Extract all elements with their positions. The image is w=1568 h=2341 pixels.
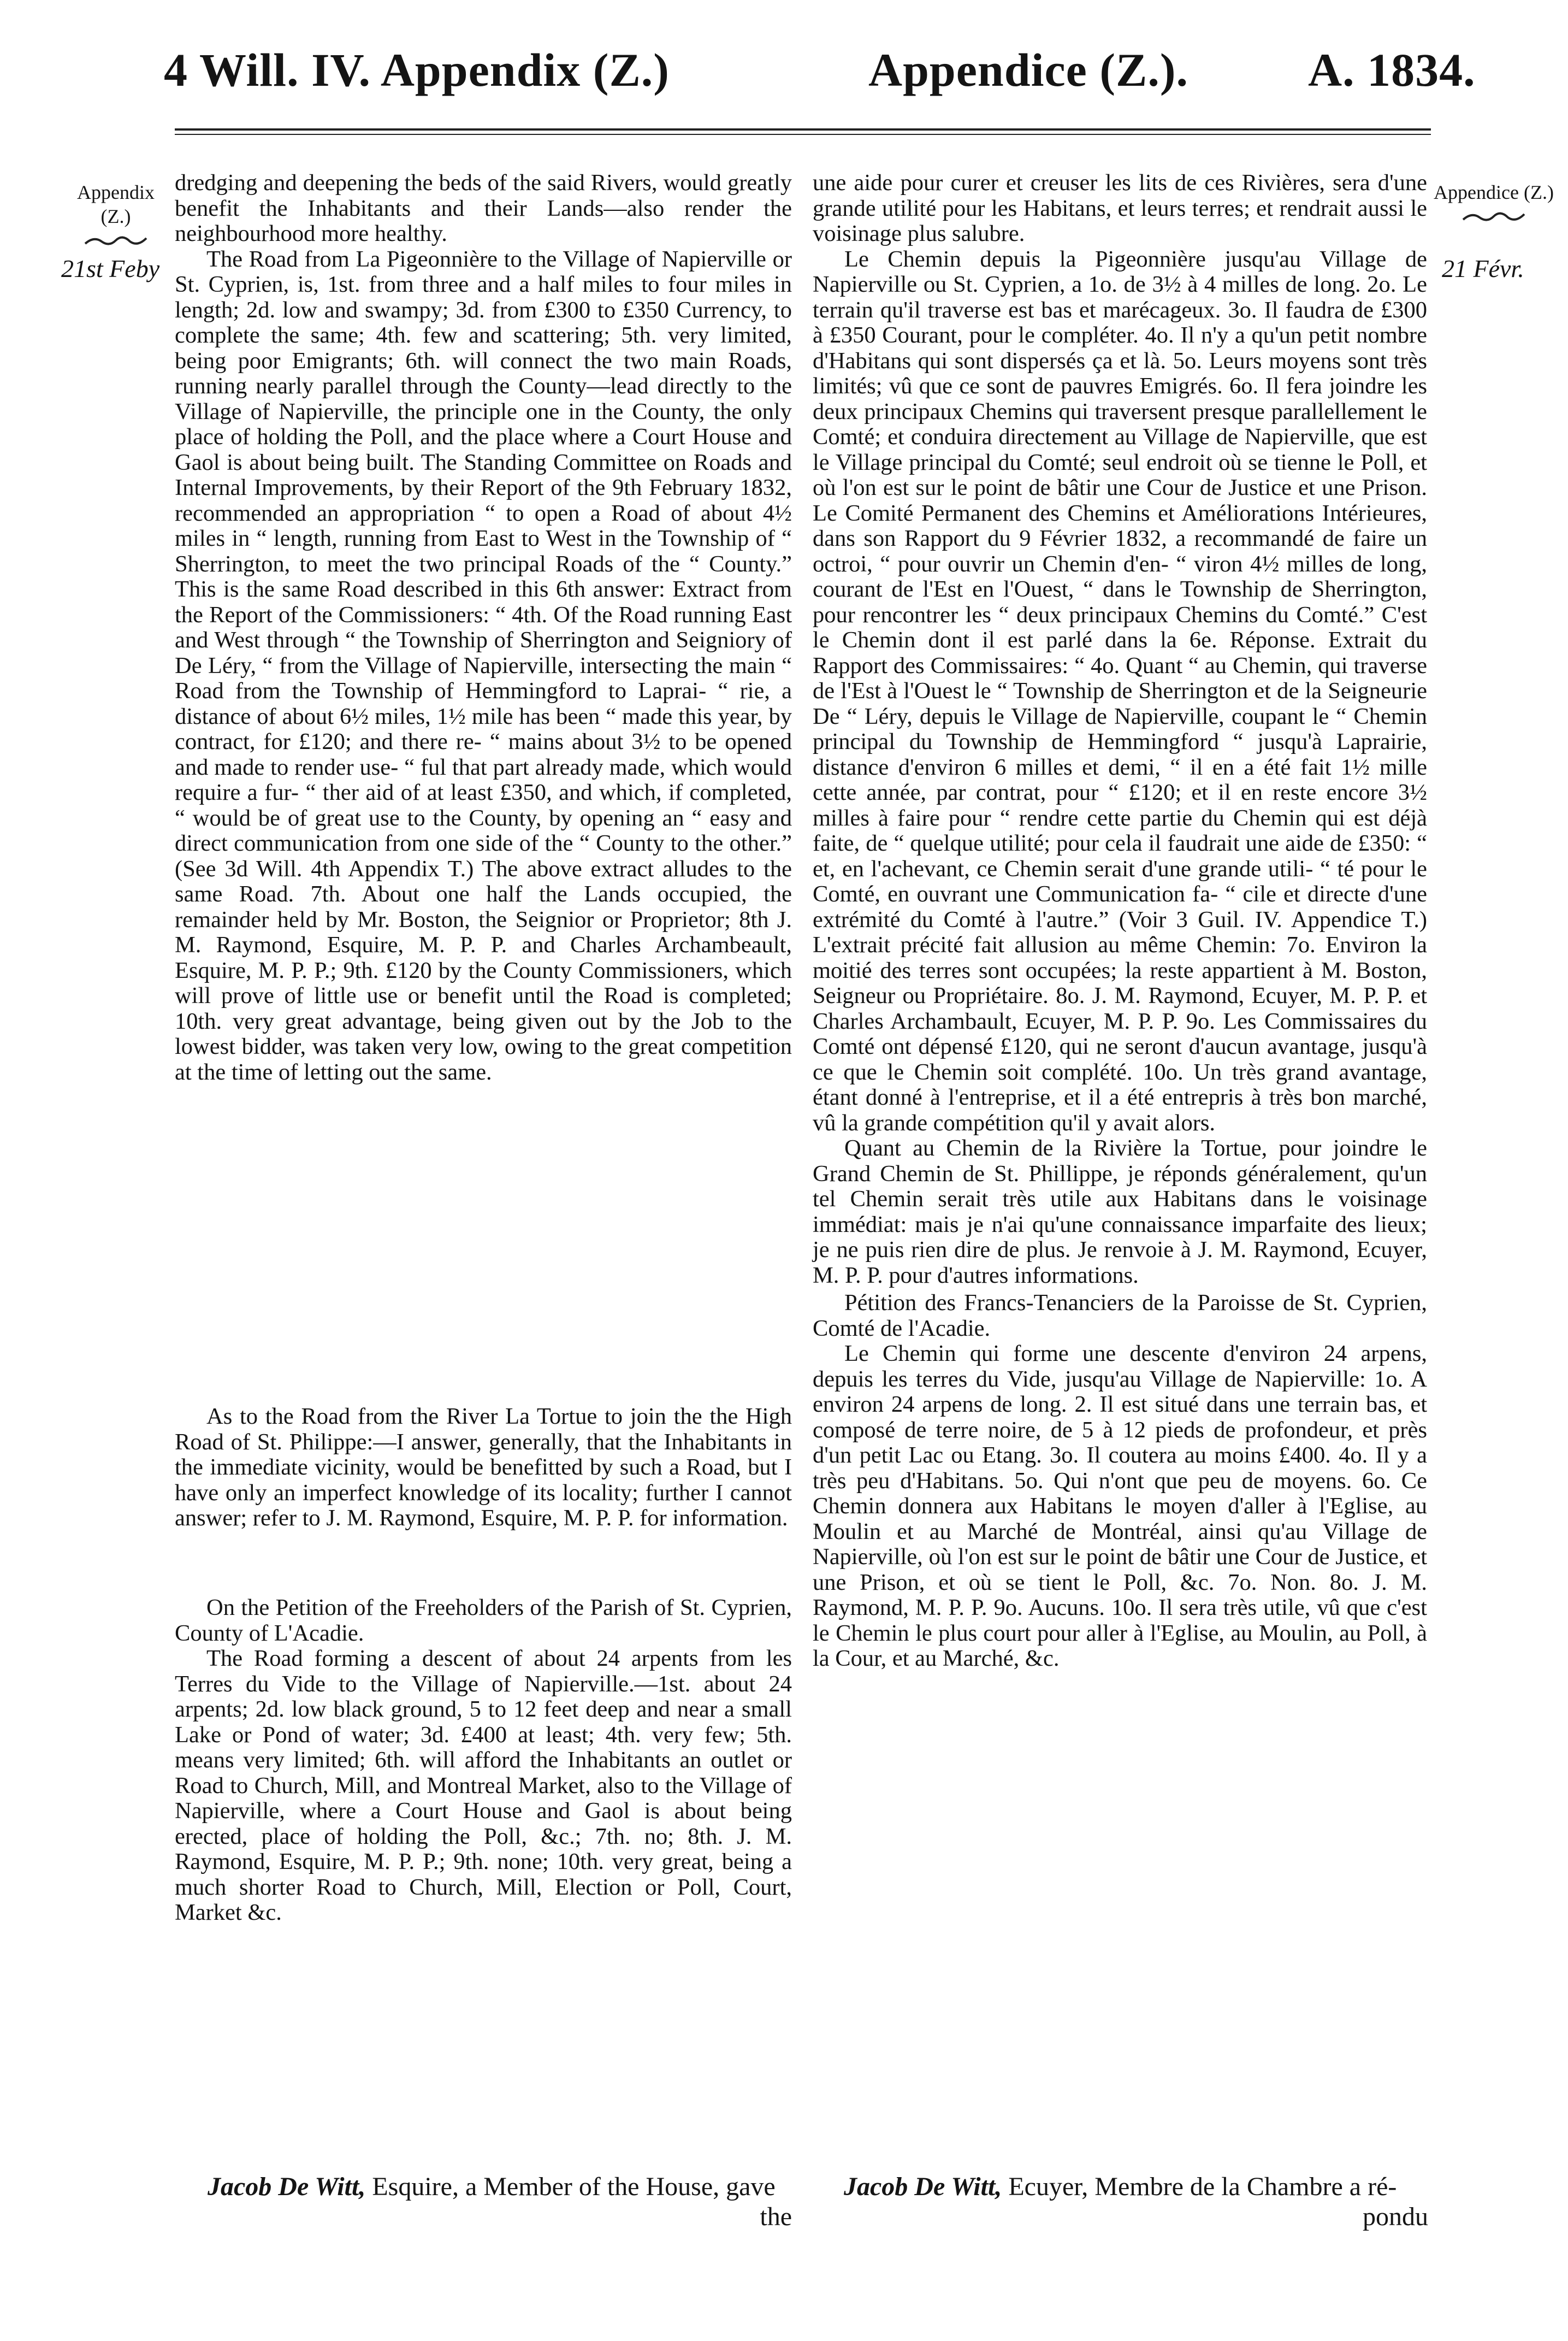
english-column bbox=[175, 170, 792, 1085]
french-column bbox=[813, 170, 1427, 1672]
french-para-la-tortue: Quant au Chemin de la Rivière la Tortue, pour joindre le Grand Chemin de St. Phillippe, je réponds généralement, qu'un tel Chemin serait très utile aux Habitans dans le voisinage immédiat: mais je n'ai qu'une connaissance imparfaite des lieux; je ne puis rien dire de plus. Je renvoie à J. M. Raymond, Ecuyer, M. P. P. pour d'autres informations. bbox=[813, 1135, 1427, 1288]
header-center: Appendice (Z.). bbox=[868, 44, 1188, 96]
margin-left bbox=[61, 180, 170, 247]
french-signature-rest: Ecuyer, Membre de la Chambre a ré- bbox=[1002, 2172, 1397, 2201]
french-para-rivieres: une aide pour curer et creuser les lits de ces Rivières, sera d'une grande utilité pour les Habitans, et leurs terres; et rendrait aussi le voisinage plus salubre. bbox=[813, 170, 1427, 246]
french-para-chemin-pigeonniere: Le Chemin depuis la Pigeonnière jusqu'au Village de Napierville ou St. Cyprien, a 1o. de 3½ à 4 milles de long. 2o. Le terrain qu'il traverse est bas et marécageux. 3o. Il faudra de £300 à £350 Courant, pour le compléter. 4o. Il n'y a qu'un petit nombre d'Habitans qui sont dispersés ça et là. 5o. Leurs moyens sont très limités; vû que ce sont de pauvres Emigrés. 6o. Il fera joindre les deux principaux Chemins qui traversent presque parallellement le Comté; et conduira directement au Village de Napierville, que est le Village principal du Comté; seul endroit où se tienne le Poll, et où l'on est sur le point de bâtir une Cour de Justice et une Prison. Le Comité Permanent des Chemins et Améliorations Intérieures, dans son Rapport du 9 Février 1832, a recommandé de faire un octroi, “ pour ouvrir un Chemin d'en- “ viron 4½ milles de long, courant de l'Est en l'Ouest, “ dans le Township de Sherrington, pour rencontrer les “ deux principaux Chemins du Comté.” C'est le Chemin dont il est parlé dans la 6e. Réponse. Extrait du Rapport des Commissaires: “ 4o. Quant “ au Chemin, qui traverse de l'Est à l'Ouest le “ Township de Sherrington et de la Seigneurie De “ Léry, depuis le Village de Napierville, coupant le “ Chemin principal du Township de Hemmingford “ jusqu'à Laprairie, distance d'environ 6 milles et demi, “ il en a été fait 1½ mille cette année, par contrat, pour “ £120; et il en reste encore 3½ milles à faire pour “ rendre cette partie du Chemin qui est déjà faite, de “ quelque utilité; pour cela il faudrait une aide de £350: “ et, en l'achevant, ce Chemin serait d'une grande utili- “ té pour le Comté, en ouvrant une Communication fa- “ cile et directe d'une extrémité du Comté à l'autre.” (Voir 3 Guil. IV. Appendice T.) L'extrait précité fait allusion au même Chemin: 7o. Environ la moitié des terres sont occupées; la reste appartient à M. Boston, Seigneur ou Propriétaire. 8o. J. M. Raymond, Ecuyer, M. P. P. et Charles Archambault, Ecuyer, M. P. P. 9o. Les Commissaires du Comté ont dépensé £120, qui ne seront d'aucun avantage, jusqu'à ce que le Chemin soit complété. 10o. Un très grand avantage, étant donné à l'entreprise, et il a été entrepris à très bon marché, vû la grande compétition qu'il y avait alors. bbox=[813, 246, 1427, 1136]
french-signature-name: Jacob De Witt, bbox=[844, 2172, 1002, 2201]
english-signature-name: Jacob De Witt, bbox=[208, 2172, 366, 2201]
margin-left-date: 21st Feby bbox=[61, 255, 160, 282]
english-petition-heading: On the Petition of the Freeholders of the Parish of St. Cyprien, County of L'Acadie. bbox=[175, 1595, 792, 1646]
english-para-terres-du-vide: The Road forming a descent of about 24 arpents from les Terres du Vide to the Village of Napierville.—1st. about 24 arpents; 2d. low black ground, 5 to 12 feet deep and near a small Lake or Pond of water; 3d. £400 at least; 4th. very few; 5th. means very limited; 6th. will afford the Inhabitants an outlet or Road to Church, Mill, and Montreal Market, also to the Village of Napierville, where a Court House and Gaol is about being erected, place of holding the Poll, &c.; 7th. no; 8th. J. M. Raymond, Esquire, M. P. P.; 9th. none; 10th. very great, being a much shorter Road to Church, Mill, Election or Poll, Court, Market &c. bbox=[175, 1646, 792, 1925]
english-petition-block bbox=[175, 1595, 792, 1926]
header-left: 4 Will. IV. Appendix (Z.) bbox=[164, 44, 670, 96]
french-signature-cont: pondu bbox=[1363, 2202, 1428, 2231]
english-para-la-tortue: As to the Road from the River La Tortue to join the the High Road of St. Philippe:—I answer, generally, that the Inhabitants in the immediate vicinity, would be benefitted by such a Road, but I have only an imperfect knowledge of its locality; further I cannot answer; refer to J. M. Raymond, Esquire, M. P. P. for information. bbox=[175, 1404, 792, 1531]
margin-left-label: Appendix (Z.) bbox=[77, 181, 155, 227]
english-la-tortue-block bbox=[175, 1404, 792, 1531]
french-para-terres-du-vide: Le Chemin qui forme une descente d'environ 24 arpens, depuis les terres du Vide, jusqu'au Village de Napierville: 1o. A environ 24 arpens de long. 2. Il est situé dans une terrain bas, et composé de terre noire, de 5 à 12 pieds de profondeur, et près d'un petit Lac ou Etang. 3o. Il coutera au moins £400. 4o. Il y a très peu d'Habitans. 5o. Qui n'ont que peu de moyens. 6o. Ce Chemin donnera aux Habitans le moyen d'aller à l'Eglise, au Moulin et au Marché de Montréal, ainsi qu'au Village de Napierville, où l'on est sur le point de bâtir une Cour de Justice, et une Prison, et où se tient le Poll, &c. 7o. Non. 8o. J. M. Raymond, M. P. P. 9o. Aucuns. 10o. Il sera très utile, vû que c'est le Chemin le plus court pour aller à l'Eglise, au Moulin, au Poll, à la Cour, et au Marché, &c. bbox=[813, 1341, 1427, 1671]
swash-ornament-left bbox=[83, 235, 149, 247]
header-rule-thin bbox=[175, 134, 1431, 135]
english-signature-rest: Esquire, a Member of the House, gave bbox=[365, 2172, 776, 2201]
english-signature-cont: the bbox=[760, 2202, 792, 2231]
english-para-rivers: dredging and deepening the beds of the said Rivers, would greatly benefit the Inhabitants and their Lands—also render the neighbourhood more healthy. bbox=[175, 170, 792, 246]
margin-right-label: Appendice (Z.) bbox=[1434, 181, 1554, 203]
english-para-pigeonniere-road: The Road from La Pigeonnière to the Village of Napierville or St. Cyprien, is, 1st. from three and a half miles to four miles in length; 2d. low and swampy; 3d. from £300 to £350 Currency, to complete the same; 4th. few and scattering; 5th. very limited, being poor Emigrants; 6th. will connect the two main Roads, running nearly parallel through the County—lead directly to the Village of Napierville, the principle one in the County, the only place of holding the Poll, and the place where a Court House and Gaol is about being built. The Standing Committee on Roads and Internal Improvements, by their Report of the 9th February 1832, recommended an appropriation “ to open a Road of about 4½ miles in “ length, running from East to West in the Township of “ Sherrington, to meet the two principal Roads of the “ County.” This is the same Road described in this 6th answer: Extract from the Report of the Commissioners: “ 4th. Of the Road running East and West through “ the Township of Sherrington and Seigniory of De Léry, “ from the Village of Napierville, intersecting the main “ Road from the Township of Hemmingford to Laprai- “ rie, a distance of about 6½ miles, 1½ mile has been “ made this year, by contract, for £120; and there re- “ mains about 3½ to be opened and made to render use- “ ful that part already made, which would require a fur- “ ther aid of at least £350, and which, if completed, “ would be of great use to the County, by opening an “ easy and direct communication from one side of the “ County to the other.” (See 3d Will. 4th Appendix T.) The above extract alludes to the same Road. 7th. About one half the Lands occupied, the remainder held by Mr. Boston, the Seignior or Proprietor; 8th J. M. Raymond, Esquire, M. P. P. and Charles Archambeault, Esquire, M. P. P.; 9th. £120 by the County Commissioners, which will prove of little use or benefit until the Road is completed; 10th. very great advantage, being given out by the Job to the lowest bidder, was taken very low, owing to the great competition at the time of letting out the same. bbox=[175, 246, 792, 1085]
english-signature-line bbox=[208, 2172, 792, 2232]
page-header bbox=[0, 43, 1568, 108]
french-signature-line bbox=[844, 2172, 1428, 2232]
margin-right bbox=[1434, 180, 1554, 223]
header-right: A. 1834. bbox=[1308, 44, 1476, 96]
margin-right-date: 21 Févr. bbox=[1442, 255, 1524, 282]
swash-ornament-right bbox=[1461, 211, 1526, 223]
french-petition-heading: Pétition des Francs-Tenanciers de la Paroisse de St. Cyprien, Comté de l'Acadie. bbox=[813, 1290, 1427, 1341]
header-rule-thick bbox=[175, 128, 1431, 131]
